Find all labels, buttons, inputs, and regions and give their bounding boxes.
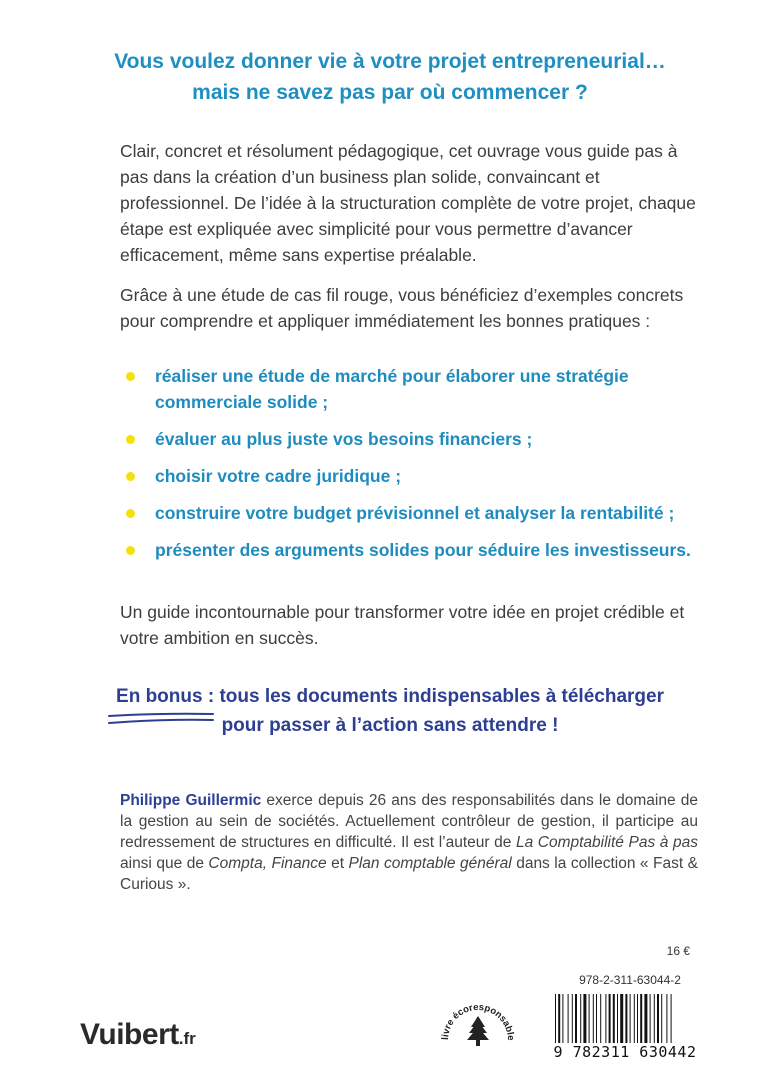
- list-item-text: choisir votre cadre juridique ;: [155, 466, 402, 486]
- list-item: [120, 363, 700, 415]
- bonus-callout: [0, 682, 780, 740]
- back-cover-headline: [0, 46, 780, 108]
- list-item: [120, 426, 700, 452]
- book-title: La Comptabilité Pas à pas: [515, 834, 699, 851]
- bullet-dot-icon: [126, 546, 135, 555]
- author-bio-text: ainsi que de: [120, 855, 209, 872]
- bullet-dot-icon: [126, 472, 135, 481]
- list-item-text: évaluer au plus juste vos besoins financiers ;: [155, 429, 533, 449]
- eco-badge-label: livre écoresponsable: [439, 1001, 517, 1041]
- bullet-dot-icon: [126, 372, 135, 381]
- bonus-line-1: En bonus : tous les documents indispensables à télécharger: [116, 686, 664, 707]
- author-bio-text: dans la collection « Fast & Curious ».: [120, 855, 698, 893]
- author-name: Philippe Guillermic: [120, 792, 262, 809]
- list-item: [120, 537, 700, 563]
- eco-responsible-badge: [438, 988, 518, 1068]
- list-item: [120, 500, 700, 526]
- author-bio-text: exerce depuis 26 ans des responsabilités dans le domaine de la gestion au sein de sociétés. Actuellement contrôleur de gestion, il participe au redressement de structures en difficulté. Il est l’auteur de: [120, 792, 698, 851]
- book-title: Compta, Finance: [208, 855, 327, 872]
- list-item-text: réaliser une étude de marché pour élaborer une stratégie commerciale solide ;: [155, 366, 629, 412]
- tree-icon: [467, 1016, 489, 1046]
- isbn-label: 978-2-311-63044-2: [579, 973, 681, 987]
- price-label: 16 €: [666, 944, 690, 958]
- publisher-logo: [80, 1018, 196, 1052]
- benefits-list: [120, 363, 700, 574]
- list-item-text: construire votre budget prévisionnel et analyser la rentabilité ;: [155, 503, 675, 523]
- intro-paragraph: Clair, concret et résolument pédagogique, cet ouvrage vous guide pas à pas dans la création d’un business plan solide, convaincant et professionnel. De l’idée à la structuration complète de votre projet, chaque étape est expliquée avec simplicité pour vous permettre d’avancer efficacement, même sans expertise préalable.: [120, 141, 696, 265]
- bullet-dot-icon: [126, 509, 135, 518]
- bonus-line-2: pour passer à l’action sans attendre !: [221, 715, 559, 736]
- bonus-underline-decoration: [107, 712, 217, 726]
- headline-line-2: mais ne savez pas par où commencer ?: [192, 81, 588, 104]
- list-item: [120, 463, 700, 489]
- publisher-name: Vuibert: [80, 1018, 179, 1051]
- author-bio: [120, 790, 698, 895]
- author-bio-text: et: [326, 855, 349, 872]
- barcode-digits: 9 782311 630442: [545, 1043, 705, 1061]
- case-study-paragraph: Grâce à une étude de cas fil rouge, vous bénéficiez d’exemples concrets pour comprendre et appliquer immédiatement les bonnes pratiques :: [120, 285, 684, 331]
- list-item-text: présenter des arguments solides pour séduire les investisseurs.: [155, 540, 691, 560]
- book-title: Plan comptable général: [348, 855, 512, 872]
- bullet-dot-icon: [126, 435, 135, 444]
- publisher-tld: .fr: [178, 1029, 196, 1048]
- headline-line-1: Vous voulez donner vie à votre projet entrepreneurial…: [114, 50, 666, 73]
- closing-paragraph: Un guide incontournable pour transformer votre idée en projet crédible et votre ambition en succès.: [120, 602, 685, 648]
